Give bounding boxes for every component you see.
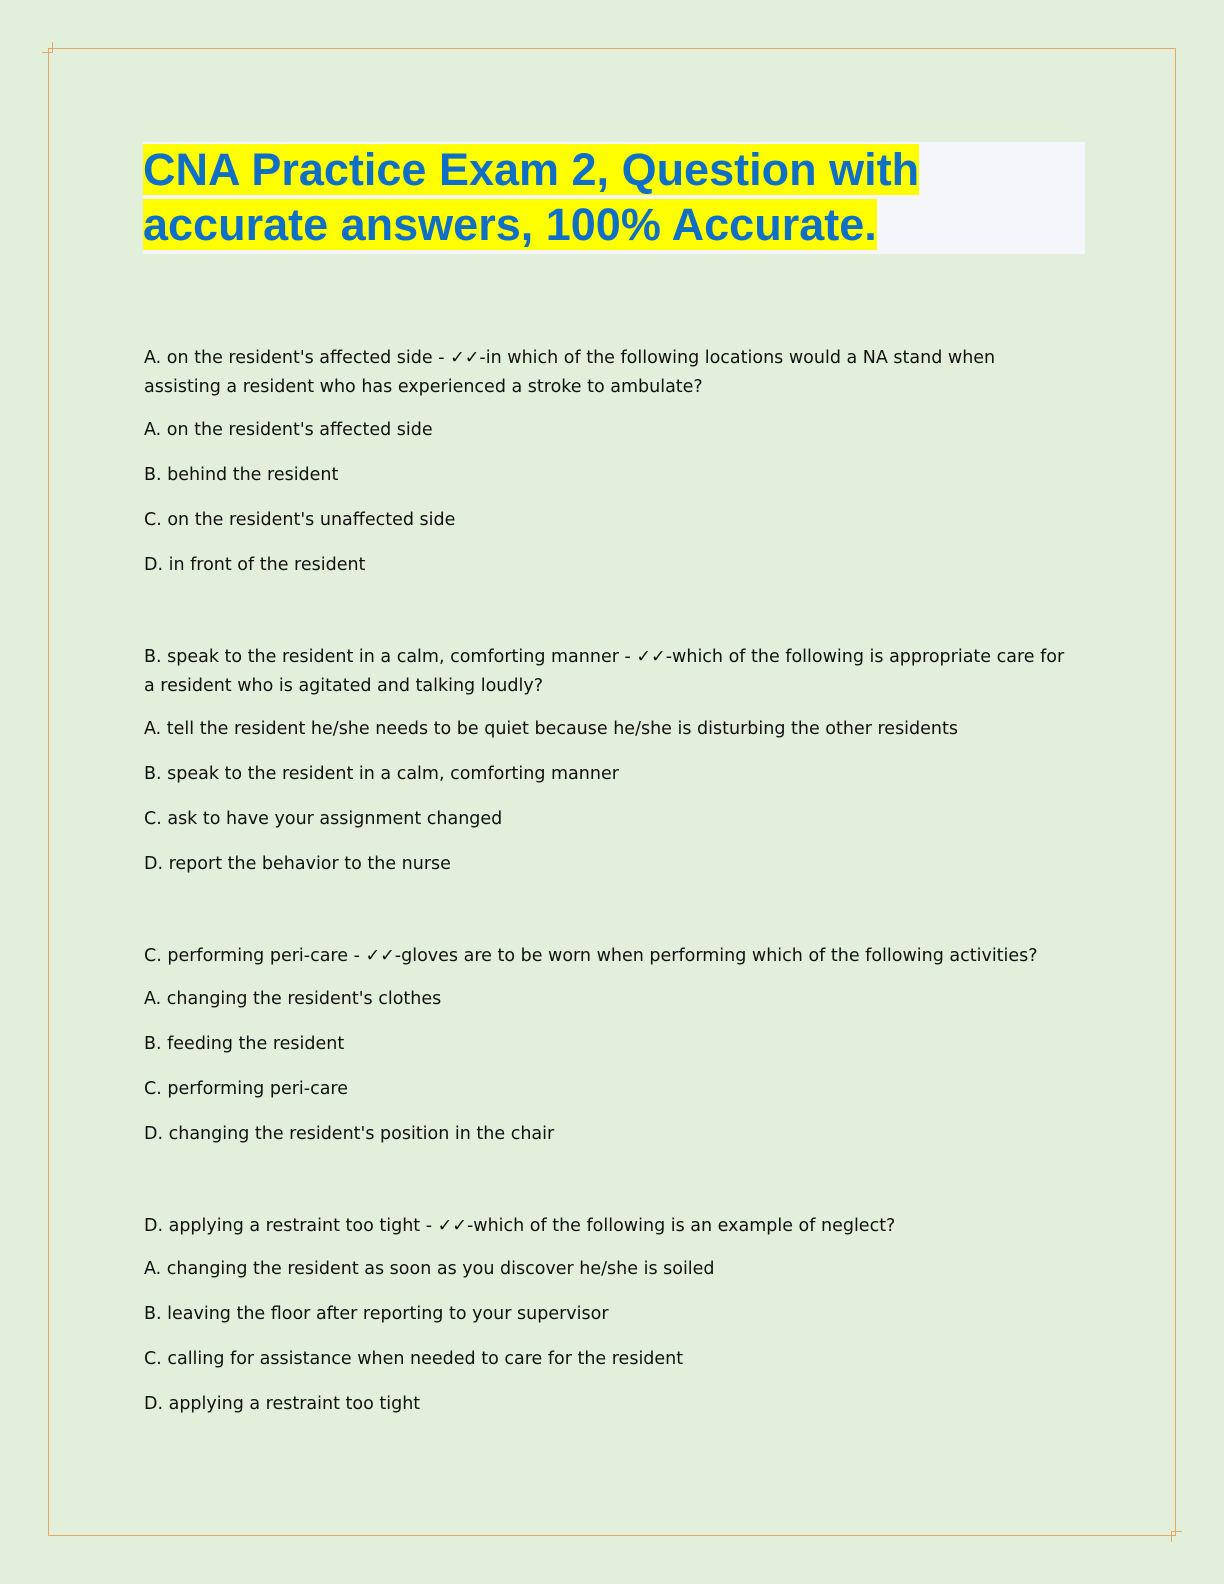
- question-text: [144, 1212, 1074, 1241]
- question-block: [144, 942, 1074, 1149]
- option-c: C. ask to have your assignment changed: [144, 809, 503, 829]
- check-mark-icon: ✓✓: [437, 1216, 467, 1236]
- option-a: A. on the resident's affected side: [144, 420, 433, 440]
- question-spacer: [144, 1165, 1074, 1212]
- option-a: A. changing the resident's clothes: [144, 989, 442, 1009]
- question-answer: A. on the resident's affected side: [144, 348, 433, 368]
- question-block: [144, 643, 1074, 879]
- question-separator: -: [348, 946, 366, 966]
- question-answer: B. speak to the resident in a calm, comforting manner: [144, 647, 619, 667]
- option-b: B. feeding the resident: [144, 1034, 345, 1054]
- option-c: C. performing peri-care: [144, 1079, 349, 1099]
- question-text: [144, 344, 1074, 402]
- question-prompt: -gloves are to be worn when performing which of the following activities?: [394, 946, 1038, 966]
- question-separator: -: [420, 1216, 438, 1236]
- question-answer: C. performing peri-care: [144, 946, 349, 966]
- question-answer: D. applying a restraint too tight: [144, 1216, 421, 1236]
- question-spacer: [144, 895, 1074, 942]
- question-separator: -: [618, 647, 637, 667]
- question-text: [144, 643, 1074, 701]
- question-prompt: -which of the following is an example of neglect?: [466, 1216, 896, 1236]
- question-block: [144, 1212, 1074, 1419]
- option-a: A. changing the resident as soon as you discover he/she is soiled: [144, 1259, 715, 1279]
- document-title: [143, 142, 1013, 252]
- option-d: D. in front of the resident: [144, 555, 366, 575]
- option-c: C. calling for assistance when needed to care for the resident: [144, 1349, 684, 1369]
- option-b: B. speak to the resident in a calm, comforting manner: [144, 764, 619, 784]
- option-a: A. tell the resident he/she needs to be quiet because he/she is disturbing the other residents: [144, 719, 958, 739]
- question-separator: -: [432, 348, 451, 368]
- check-mark-icon: ✓✓: [365, 946, 395, 966]
- option-b: B. leaving the floor after reporting to your supervisor: [144, 1304, 609, 1324]
- option-c: C. on the resident's unaffected side: [144, 510, 456, 530]
- question-spacer: [144, 596, 1074, 643]
- option-d: D. applying a restraint too tight: [144, 1394, 421, 1414]
- document-title-text: CNA Practice Exam 2, Question with accurate answers, 100% Accurate.: [143, 144, 920, 250]
- option-d: D. changing the resident's position in the chair: [144, 1124, 555, 1144]
- question-block: [144, 344, 1074, 580]
- option-b: B. behind the resident: [144, 465, 339, 485]
- check-mark-icon: ✓✓: [450, 348, 480, 368]
- option-d: D. report the behavior to the nurse: [144, 854, 451, 874]
- question-text: [144, 942, 1074, 971]
- check-mark-icon: ✓✓: [636, 647, 666, 667]
- question-prompt: -in which of the following locations would a NA stand when assisting a resident who has experienced a stroke to ambulate?: [144, 348, 996, 397]
- question-list: [144, 344, 1074, 1435]
- question-prompt: -which of the following is appropriate care for a resident who is agitated and talking loudly?: [144, 647, 1065, 696]
